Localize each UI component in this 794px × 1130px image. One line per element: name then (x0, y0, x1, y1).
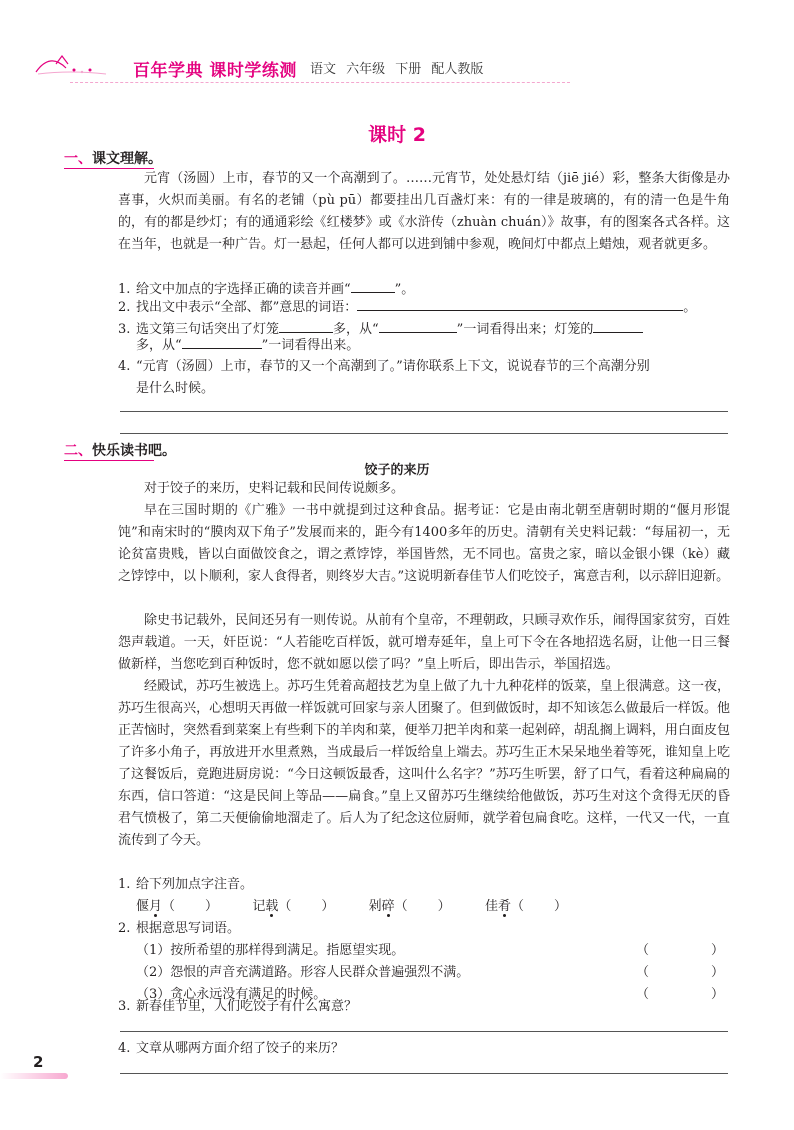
story-paragraph-2: 早在三国时期的《广雅》一书中就提到过这种食品。据考证：它是由南北朝至唐朝时期的“偃月形馄饨”和南宋时的“膜肉双下角子”发展而来的，距今有1400多年的历史。清朝有关史料记载：“每届初一，无论贫富贵贱，皆以白面做饺食之，谓之煮饽饽，举国皆然，无不同也。富贵之家，暗以金银小锞（kè）藏之饽饽中，以卜顺利，家人食得者，则终岁大吉。”这说明新春佳节人们吃饺子，寓意吉利，以示辞旧迎新。 (118, 503, 730, 584)
definition-item: （2）怨恨的声音充满道路。形容人民群众普遍强烈不满。 (136, 965, 470, 980)
question-2-3: 3. 新春佳节里，人们吃饺子有什么寓意？ (118, 999, 358, 1014)
answer-paren[interactable]: （ ） (636, 965, 725, 980)
section-number: 二、 (64, 443, 92, 459)
story-paragraph-3: 除史书记载外，民间还另有一则传说。从前有个皇帝，不理朝政，只顾寻欢作乐，闹得国家贫穷，百姓怨声载道。一天，奸臣说：“人若能吃百样饭，就可增寿延年，皇上可下令在各地招选名厨，让他一日三餐做新样，当您吃到百种饭时，您不就如愿以偿了吗？”皇上听后，即出告示，举国招选。 (118, 613, 730, 672)
question-2-4: 4. 文章从哪两方面介绍了饺子的来历？ (118, 1041, 345, 1056)
section-title: 快乐读书吧。 (92, 443, 176, 459)
book-meta: 语文 六年级 下册 配人教版 (310, 62, 484, 77)
answer-line[interactable] (120, 411, 728, 412)
question-3: 3. 选文第三句话突出了灯笼 多，从“ ”一词看得出来；灯笼的 (118, 318, 734, 341)
story-paragraph-4: 经殿试，苏巧生被选上。苏巧生凭着高超技艺为皇上做了九十九种花样的饭菜，皇上很满意。这一夜，苏巧生很高兴，心想明天再做一样饭就可回家与亲人团聚了。但到做饭时，却不知该怎么做最后一样饭。他正苦恼时，突然看到菜案上有些剩下的羊肉和菜，便举刀把羊肉和菜一起剁碎，胡乱搁上调料，用白面皮包了许多小角子，再放进开水里煮熟，当成最后一样饭给皇上端去。苏巧生正木呆呆地坐着等死，谁知皇上吃了这餐饭后，竟跑进厨房说：“今日这顿饭最香，这叫什么名字？”苏巧生听罢，舒了口气，看着这种扁扁的东西，信口答道：“这是民间上等品——扁食。”皇上又留苏巧生继续给他做饭，苏巧生对这个贪得无厌的昏君气愤极了，第二天便偷偷地溜走了。后人为了纪念这位厨师，就学着包扁食吃。这样，一代又一代，一直流传到了今天。 (118, 679, 730, 848)
story-title: 饺子的来历 (364, 463, 430, 478)
answer-blank[interactable] (279, 318, 333, 333)
definition-item: （3）贪心永远没有满足的时候。 (136, 987, 327, 1002)
page-header (30, 50, 550, 84)
question-4-cont: 是什么时候。 (136, 381, 215, 396)
pinyin-word: 剁碎（ ） (368, 899, 451, 914)
section-2-heading (64, 440, 176, 460)
question-4: 4. “元宵（汤圆）上市，春节的又一个高潮到了。”请你联系上下文，说说春节的三个高潮分别 (118, 359, 650, 374)
page-number: 2 (33, 1053, 44, 1071)
answer-line[interactable] (120, 1073, 728, 1074)
pinyin-word: 佳肴（ ） (484, 899, 567, 914)
section-number: 一、 (64, 151, 92, 167)
answer-blank[interactable] (182, 334, 262, 349)
answer-line[interactable] (120, 433, 728, 434)
question-2-1: 1. 给下列加点字注音。 (118, 877, 254, 892)
question-2: 2. 找出文中表示“全部、都”意思的词语： 。 (118, 296, 734, 319)
question-2-2: 2. 根据意思写词语。 (118, 921, 241, 936)
answer-blank[interactable] (379, 318, 457, 333)
section-1-heading (64, 148, 162, 168)
answer-blank[interactable] (357, 296, 683, 311)
definition-item: （1）按所希望的那样得到满足。指愿望实现。 (136, 943, 405, 958)
answer-blank[interactable] (351, 278, 395, 293)
answer-blank[interactable] (593, 318, 643, 333)
answer-paren[interactable]: （ ） (636, 943, 725, 958)
answer-line[interactable] (120, 1031, 728, 1032)
pinyin-items (118, 896, 752, 918)
header-divider (70, 82, 570, 84)
question-3-cont: 多，从“ ”一词看得出来。 (118, 334, 734, 357)
pinyin-word: 偃月（ ） (136, 899, 219, 914)
passage-paragraph: 元宵（汤圆）上市，春节的又一个高潮到了。……元宵节，处处悬灯结（jiē jié）彩，整条大街像是办喜事，火炽而美丽。有名的老铺（pù pū）都要挂出几百盏灯来：有的一律是玻璃的，有的清一色是牛角的，有的都是纱灯；有的通通彩绘《红楼梦》或《水浒传（zhuàn chuán）》故事，有的图案各式各样。这在当年，也就是一种广告。灯一悬起，任何人都可以进到铺中参观，晚间灯中都点上蜡烛，观者就更多。 (118, 171, 730, 252)
story-paragraph-1: 对于饺子的来历，史料记载和民间传说颇多。 (144, 481, 405, 496)
page-number-bar (0, 1073, 68, 1079)
brand-title: 百年学典 课时学练测 (133, 61, 297, 81)
house-decoration-icon (30, 50, 110, 84)
answer-paren[interactable]: （ ） (636, 987, 725, 1002)
lesson-title: 课时 2 (368, 124, 426, 146)
question-1: 1. 给文中加点的字选择正确的读音并画“ ”。 (118, 278, 734, 301)
pinyin-word: 记载（ ） (252, 899, 335, 914)
section-title: 课文理解。 (92, 151, 162, 167)
